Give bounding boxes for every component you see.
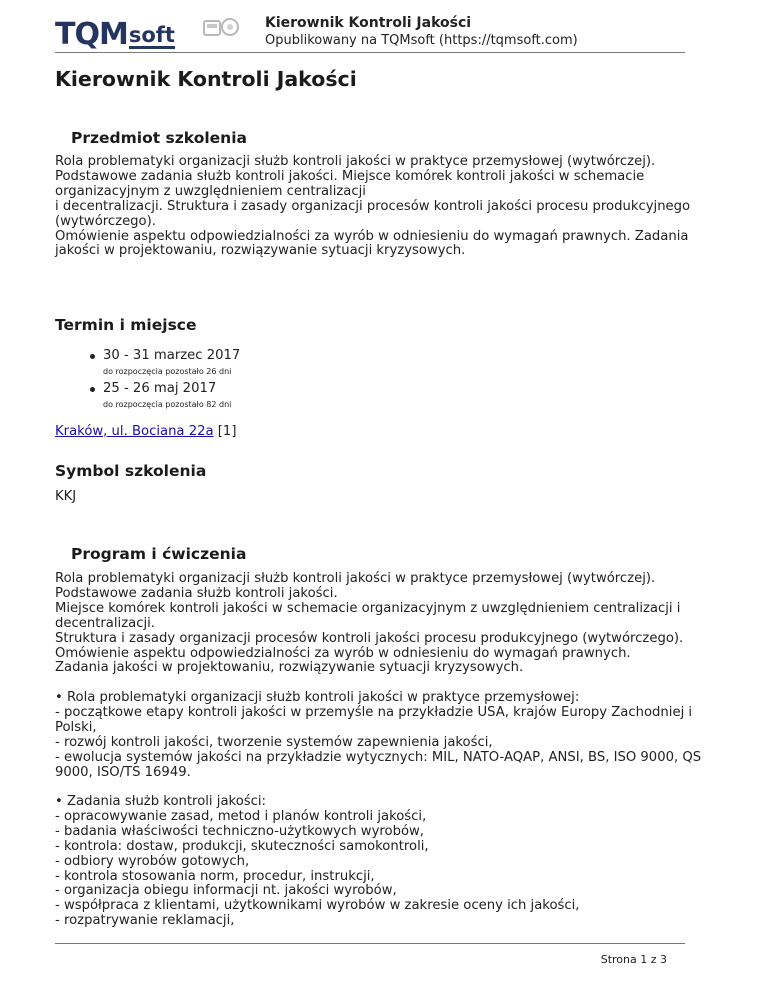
text-line: - rozpatrywanie reklamacji, [55, 913, 235, 929]
section-heading-subject: Przedmiot szkolenia [71, 129, 247, 147]
term-list [55, 348, 455, 414]
program-intro [55, 572, 695, 676]
text-line: - opracowywanie zasad, metod i planów kontroli jakości, [55, 808, 427, 824]
term-date: 30 - 31 marzec 2017 [103, 348, 241, 363]
text-line: Omówienie aspektu odpowiedzialności za wyrób w odniesieniu do wymagań prawnych. [55, 645, 631, 661]
text-line: 9000, ISO/TS 16949. [55, 764, 191, 780]
page-number: Strona 1 z 3 [600, 953, 667, 966]
text-line: - odbiory wyrobów gotowych, [55, 853, 250, 869]
subject-text [55, 155, 695, 259]
bullet-icon [90, 354, 95, 359]
list-item [55, 348, 455, 378]
text-line: • Rola problematyki organizacji służb kontroli jakości w praktyce przemysłowej: [55, 690, 580, 705]
text-line: Zadania jakości w projektowaniu, rozwiązywanie sytuacji kryzysowych. [55, 660, 524, 676]
location-link[interactable]: Kraków, ul. Bociana 22a [55, 424, 214, 439]
text-line: (wytwórczego). [55, 213, 156, 229]
text-line: Omówienie aspektu odpowiedzialności za wyrób w odniesieniu do wymagań prawnych. Zadania [55, 228, 689, 244]
footer-divider [55, 943, 685, 944]
text-line: - ewolucja systemów jakości na przykładzie wytycznych: MIL, NATO-AQAP, ANSI, BS, ISO 9000, QS [55, 749, 702, 765]
text-line: - organizacja obiegu informacji nt. jakości wyrobów, [55, 883, 397, 899]
text-line: - badania właściwości techniczno-użytkowych wyrobów, [55, 823, 424, 839]
text-line: - rozwój kontroli jakości, tworzenie systemów zapewnienia jakości, [55, 734, 493, 750]
header-published: Opublikowany na TQMsoft (https://tqmsoft.com) [265, 33, 578, 48]
text-line: Struktura i zasady organizacji procesów kontroli jakości procesu produkcyjnego (wytwórczego). [55, 630, 684, 646]
page-title: Kierownik Kontroli Jakości [55, 67, 357, 91]
text-line: Podstawowe zadania służb kontroli jakości. Miejsce komórek kontroli jakości w schemacie [55, 168, 645, 184]
page-header [55, 12, 685, 52]
text-line: i decentralizacji. Struktura i zasady organizacji procesów kontroli jakości procesu produkcyjnego [55, 198, 691, 214]
text-line: decentralizacji. [55, 615, 155, 631]
tqmsoft-logo [55, 16, 175, 50]
program-block-2 [55, 795, 695, 929]
bullet-icon [90, 387, 95, 392]
location-ref: [1] [217, 424, 237, 439]
text-line: Rola problematyki organizacji służb kontroli jakości w praktyce przemysłowej (wytwórczej). [55, 571, 656, 586]
text-line: Podstawowe zadania służb kontroli jakości. [55, 585, 338, 601]
logo-suffix-text: soft [128, 23, 175, 47]
text-line: • Zadania służb kontroli jakości: [55, 794, 266, 809]
list-item [55, 381, 455, 411]
text-line: jakości w projektowaniu, rozwiązywanie sytuacji kryzysowych. [55, 243, 466, 259]
text-line: Polski, [55, 719, 97, 735]
text-line: Miejsce komórek kontroli jakości w schemacie organizacyjnym z uwzględnieniem centralizacji i [55, 600, 681, 616]
text-line: Rola problematyki organizacji służb kontroli jakości w praktyce przemysłowej (wytwórczej). [55, 154, 656, 169]
logo-main-text: TQM [55, 17, 128, 52]
term-remaining: do rozpoczęcia pozostało 82 dni [103, 400, 232, 409]
logo-graphic-icon [203, 14, 239, 40]
location [55, 424, 236, 439]
term-date: 25 - 26 maj 2017 [103, 381, 217, 396]
section-heading-program: Program i ćwiczenia [71, 545, 247, 563]
text-line: - kontrola stosowania norm, procedur, instrukcji, [55, 868, 375, 884]
section-heading-term: Termin i miejsce [55, 316, 197, 334]
section-heading-symbol: Symbol szkolenia [55, 462, 207, 480]
term-remaining: do rozpoczęcia pozostało 26 dni [103, 367, 232, 376]
header-divider [55, 52, 685, 53]
program-block-1 [55, 690, 702, 780]
text-line: - początkowe etapy kontroli jakości w przemyśle na przykładzie USA, krajów Europy Zachodniej i [55, 704, 693, 720]
text-line: - współpraca z klientami, użytkownikami wyrobów w zakresie oceny ich jakości, [55, 898, 580, 914]
symbol-value: KKJ [55, 489, 77, 504]
header-title: Kierownik Kontroli Jakości [265, 15, 472, 31]
text-line: - kontrola: dostaw, produkcji, skuteczności samokontroli, [55, 838, 429, 854]
text-line: organizacyjnym z uwzględnieniem centralizacji [55, 183, 366, 199]
